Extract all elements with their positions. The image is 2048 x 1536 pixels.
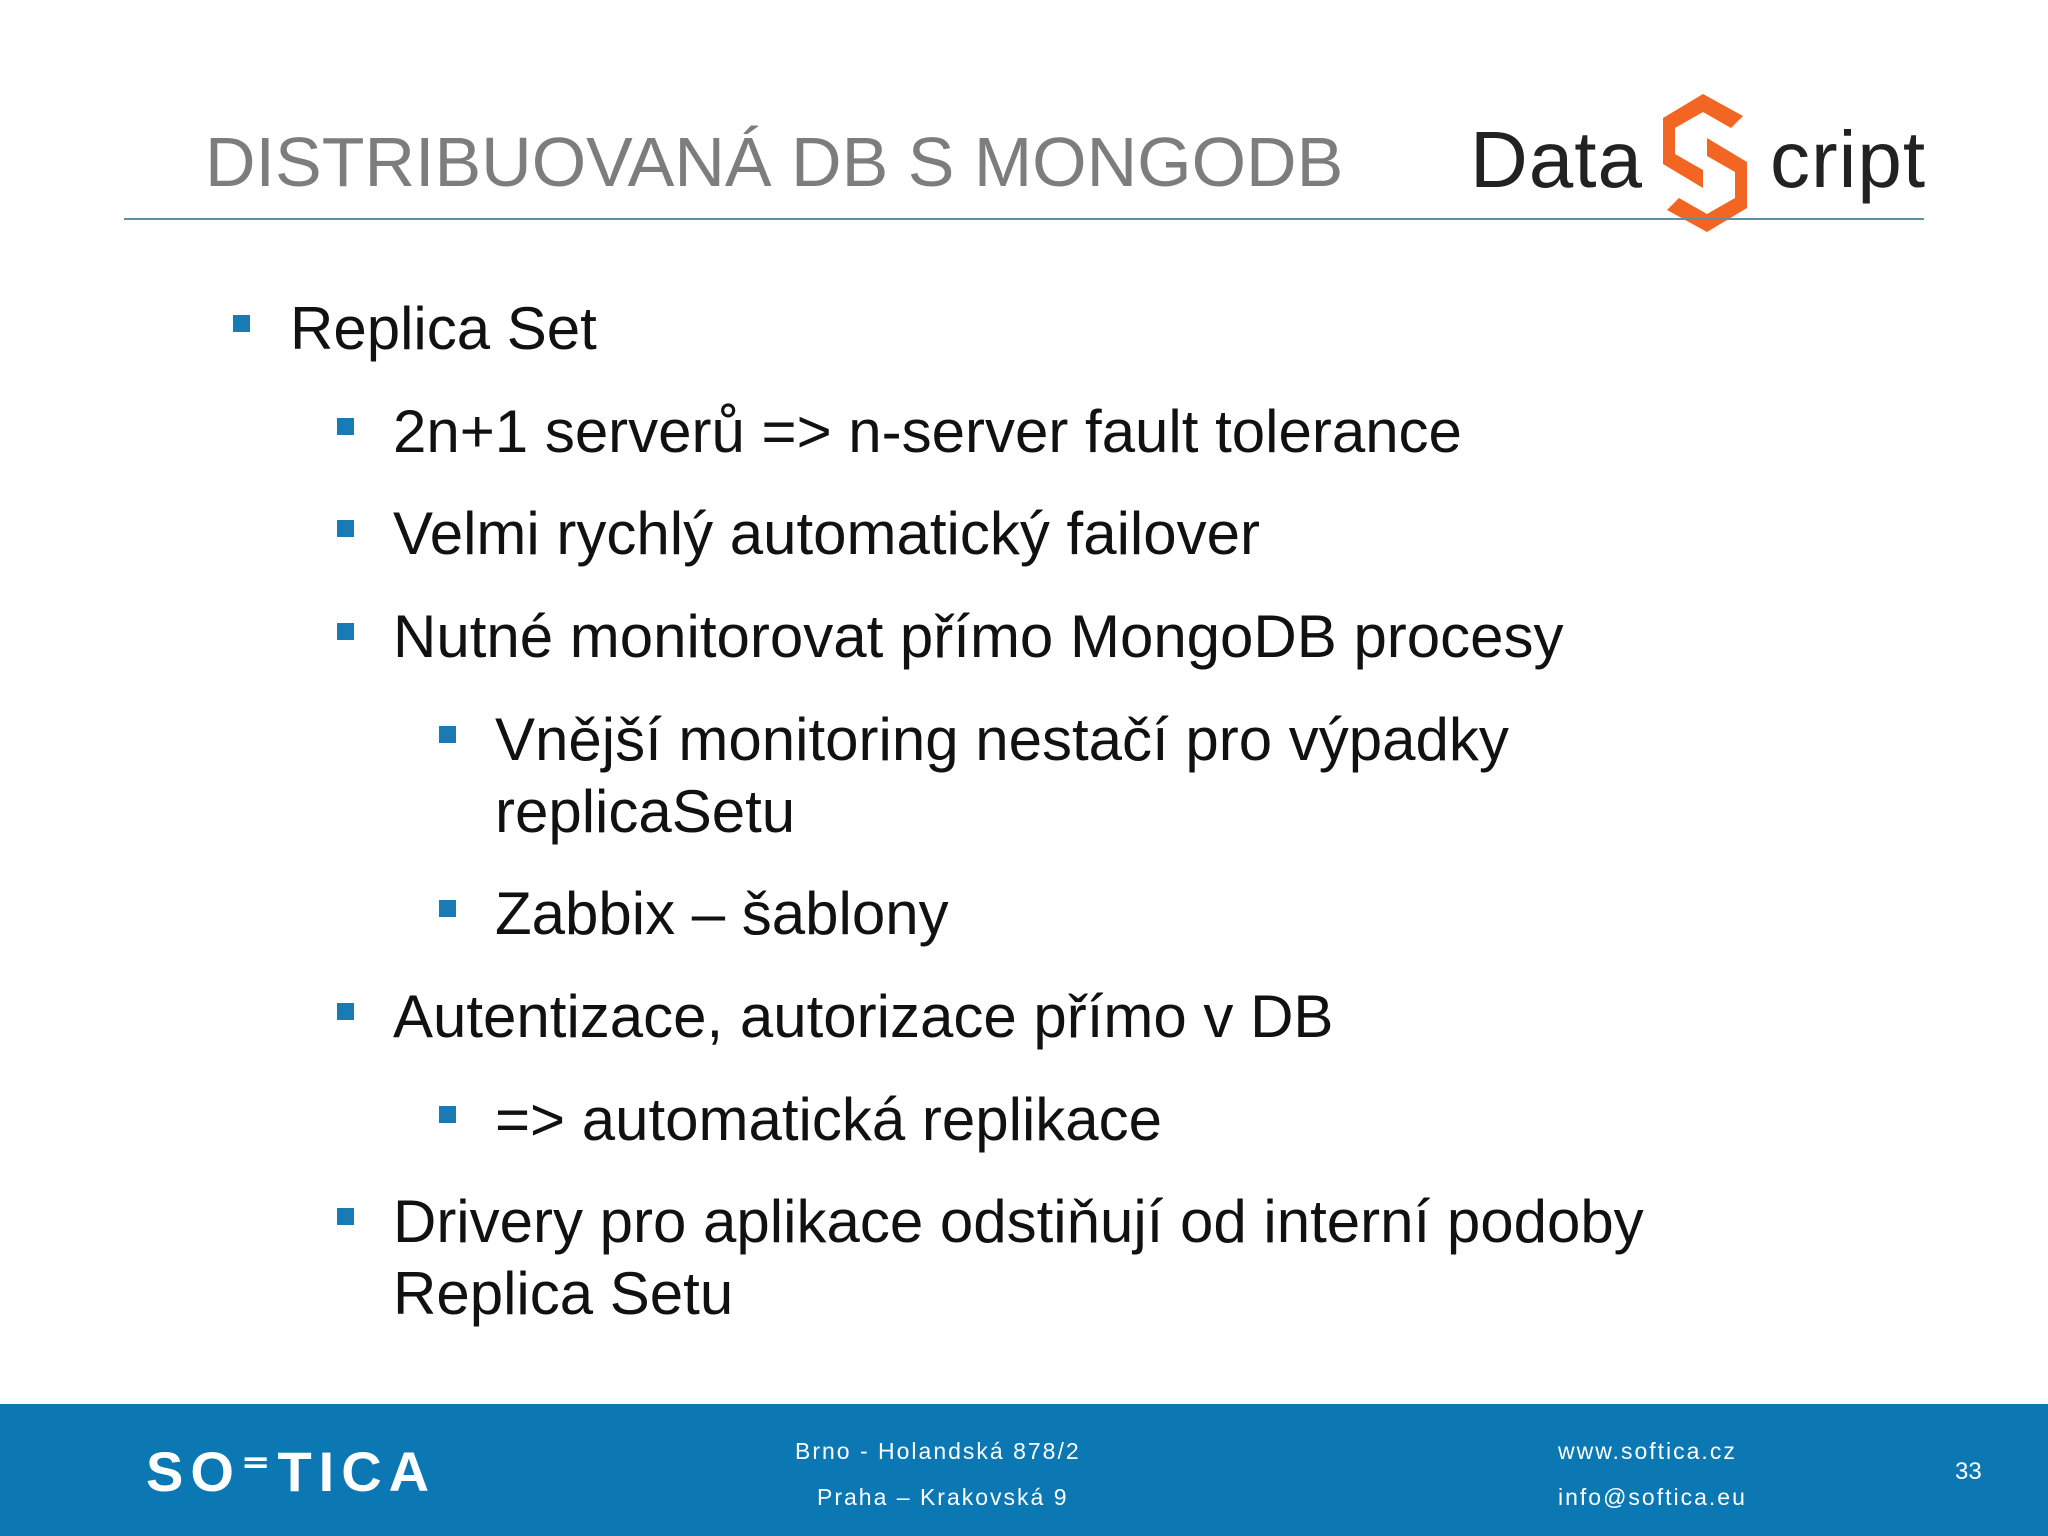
bullet-marker xyxy=(233,315,250,332)
list-item: Drivery pro aplikace odstiňují od interní podoby xyxy=(393,1188,1644,1255)
list-item: Autentizace, autorizace přímo v DB xyxy=(393,983,1334,1050)
bullet-marker xyxy=(337,418,354,435)
list-item-continuation: replicaSetu xyxy=(495,778,796,845)
list-item: Nutné monitorovat přímo MongoDB procesy xyxy=(393,603,1564,670)
list-item: 2n+1 serverů => n-server fault tolerance xyxy=(393,398,1462,465)
footer-bar xyxy=(0,1404,2048,1536)
address-brno: Brno - Holandská 878/2 xyxy=(795,1438,1081,1464)
slide-title: DISTRIBUOVANÁ DB S MONGODB xyxy=(205,123,1344,201)
bullet-marker xyxy=(439,1106,456,1123)
logo-text-data: Data xyxy=(1470,115,1643,204)
title-divider xyxy=(124,218,1924,220)
list-item: Zabbix – šablony xyxy=(495,880,949,947)
datascript-logo xyxy=(1470,88,1930,238)
logo-s-mark-icon xyxy=(1645,88,1765,238)
list-item: Velmi rychlý automatický failover xyxy=(393,500,1260,567)
website-link[interactable]: www.softica.cz xyxy=(1558,1438,1737,1464)
page-number: 33 xyxy=(1955,1458,1982,1485)
bullet-marker xyxy=(337,1208,354,1225)
address-praha: Praha – Krakovská 9 xyxy=(817,1484,1069,1510)
bullet-marker xyxy=(337,520,354,537)
email-link[interactable]: info@softica.eu xyxy=(1558,1484,1747,1510)
bullet-marker xyxy=(439,900,456,917)
bullet-marker xyxy=(337,623,354,640)
list-item-continuation: Replica Setu xyxy=(393,1260,734,1327)
bullet-marker xyxy=(337,1003,354,1020)
bullet-marker xyxy=(439,726,456,743)
list-item: Vnější monitoring nestačí pro výpadky xyxy=(495,706,1509,773)
list-item: => automatická replikace xyxy=(495,1086,1163,1153)
softica-logo: SO⁼TICA xyxy=(146,1440,437,1503)
logo-text-cript: cript xyxy=(1770,115,1927,204)
list-item: Replica Set xyxy=(290,295,597,362)
